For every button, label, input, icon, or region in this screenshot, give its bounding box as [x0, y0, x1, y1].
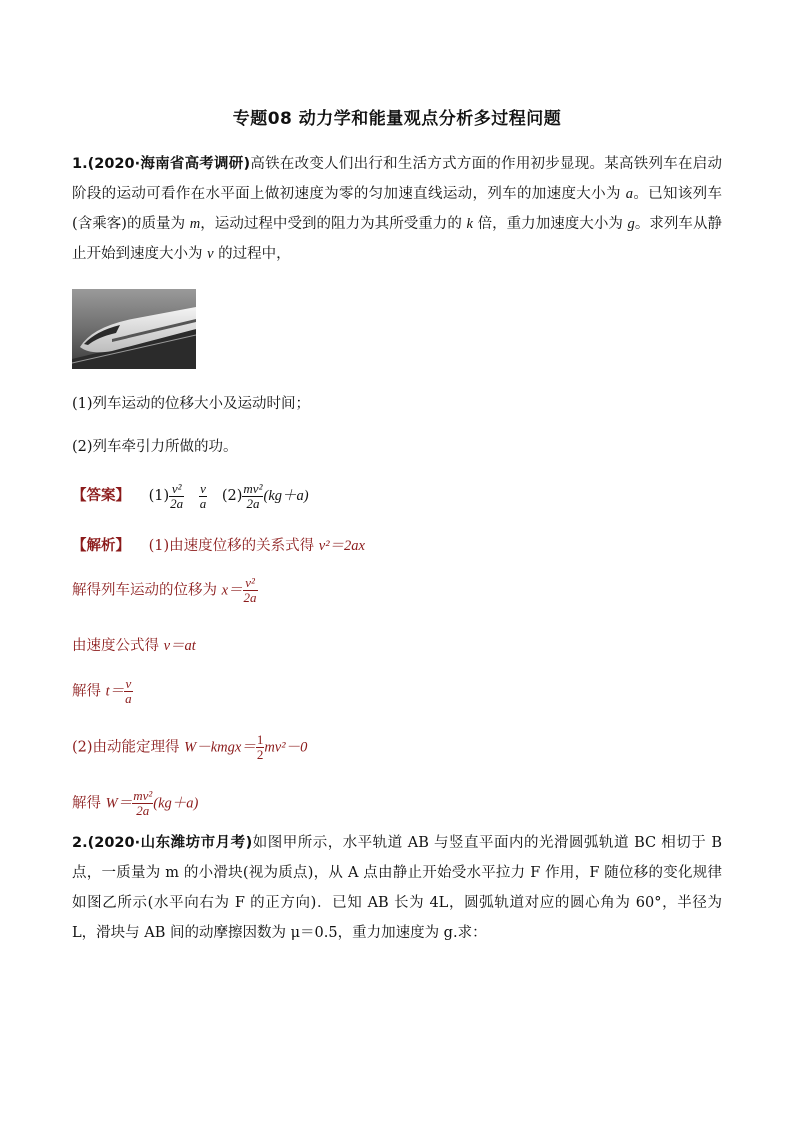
analysis-label: 【解析】 [72, 537, 130, 554]
analysis-line-6: 解得 W＝ $\frac{\text{mv²}}{2a}$ (kg＋a) [72, 788, 199, 818]
question-2-source: 2.(2020·山东潍坊市月考) [72, 835, 253, 851]
page-title: 专题08 动力学和能量观点分析多过程问题 [232, 109, 562, 129]
question-1-source: 1.(2020·海南省高考调研) [72, 156, 251, 172]
sub-question-2: (2)列车牵引力所做的功。 [72, 439, 238, 455]
high-speed-train-image [72, 289, 196, 369]
analysis-line-2: 解得列车运动的位移为 x＝ $\frac{\text{v²}}{2a}$ [72, 575, 257, 605]
question-1-text: 1.(2020·海南省高考调研)高铁在改变人们出行和生活方式方面的作用初步显现。某高铁列车在启动阶段的运动可看作在水平面上做初速度为零的匀加速直线运动，列车的加速度大小为 a。已知该列车(含乘客)的质量为 m，运动过程中受到的阻力为其所受重力的 k 倍，重力加速度大小为 g。求列车从静止开始到速度大小为 v 的过程中， [72, 156, 722, 262]
analysis-line-3: 由速度公式得 v＝at [72, 638, 196, 654]
answer-label: 【答案】 [72, 487, 130, 504]
fraction-mv2-over-2a: $\frac{\text{mv²}}{2a}$ [243, 480, 263, 511]
fraction-v-over-a: $\frac{v}{a}$ [199, 480, 207, 511]
sub-question-1: (1)列车运动的位移大小及运动时间； [72, 396, 311, 412]
answer-line: 【答案】 (1) $\frac{\text{v²}}{2a}$ $\frac{v}{a}$ (2) $\frac{\text{mv²}}{2a}$ (kg＋a) [72, 480, 309, 511]
question-2-text: 2.(2020·山东潍坊市月考)如图甲所示，水平轨道 AB 与竖直平面内的光滑圆弧轨道 BC 相切于 B 点，一质量为 m 的小滑块(视为质点)，从 A 点由静止开始受水平拉力 F 作用，F 随位移的变化规律如图乙所示(水平向右为 F 的正方向)．已知 AB 长为 4L，圆弧轨道对应的圆心角为 60°，半径为 L，滑块与 AB 间的动摩擦因数为 μ＝0.5，重力加速度为 g.求： [72, 835, 722, 941]
analysis-line-1: 【解析】 (1)由速度位移的关系式得 v²＝2ax [72, 537, 365, 554]
fraction-v2-over-2a: $\frac{\text{v²}}{2a}$ [170, 480, 184, 511]
analysis-line-4: 解得 t＝ $\frac{v}{a}$ [72, 676, 132, 706]
analysis-line-5: (2)由动能定理得 W－kmgx＝ $\frac{1}{2}$ mv²－0 [72, 732, 308, 762]
